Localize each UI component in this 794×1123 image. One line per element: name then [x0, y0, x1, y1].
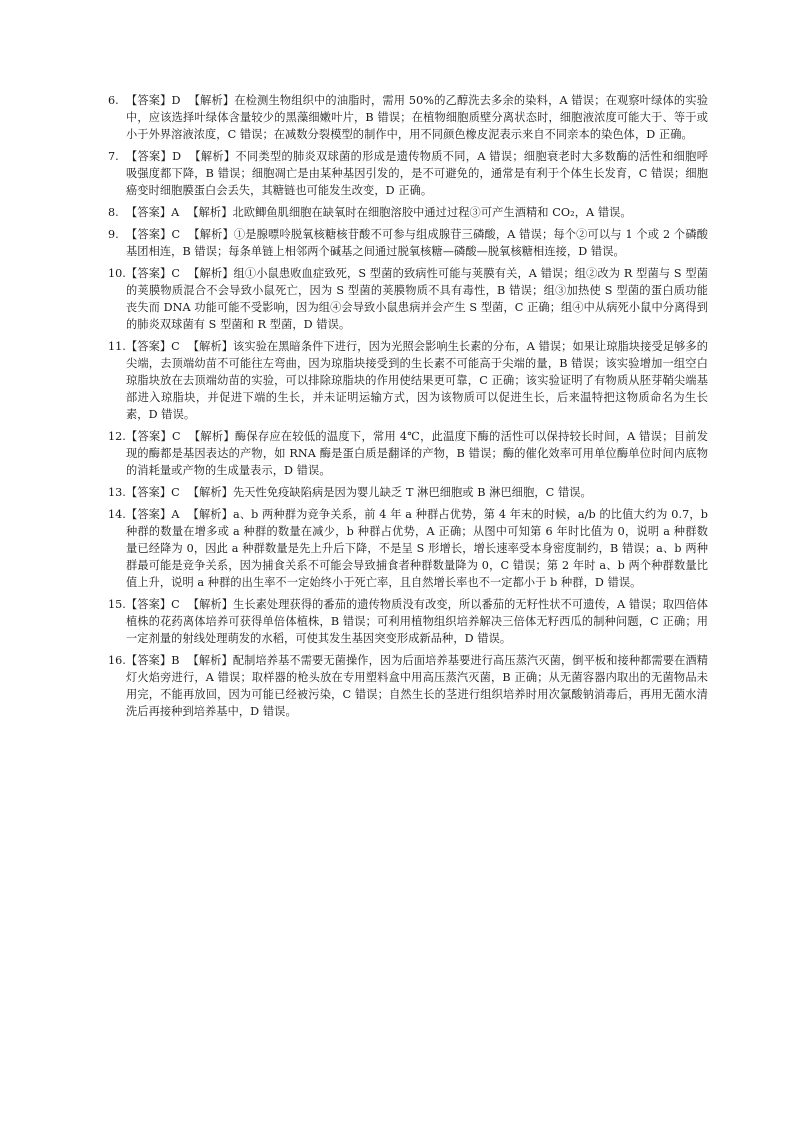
answer-label: 【答案】A: [126, 508, 180, 521]
analysis-text: 组①小鼠患败血症致死，S 型菌的致病性可能与荚膜有关，A 错误；组②改为 R 型菌与 S 型菌的荚膜物质混合不会导致小鼠死亡，因为 S 型菌的荚膜物质不具有毒性，B 错误；组③加热使 S 型菌的蛋白质功能丧失而 DNA 功能可能不受影响，因为组④会导致小鼠患病并会产生 S 型菌，C 正确；组④中从病死小鼠中分离得到的肺炎双球菌有 S 型菌和 R 型菌，D 错误。: [126, 267, 709, 331]
answer-analysis-page: [108, 92, 708, 725]
item-body: [126, 226, 708, 260]
item-body: [126, 506, 708, 591]
item-body: [126, 204, 708, 221]
analysis-label: 【解析】: [188, 430, 235, 443]
item-number: 12.: [108, 430, 126, 443]
answer-label: 【答案】A: [126, 206, 180, 219]
analysis-label: 【解析】: [187, 508, 233, 521]
analysis-label: 【解析】: [187, 486, 233, 499]
analysis-label: 【解析】: [189, 150, 236, 163]
answer-label: 【答案】C: [126, 267, 181, 280]
answer-item-10: [108, 265, 708, 333]
answer-label: 【答案】D: [126, 150, 182, 163]
analysis-text: 该实验在黑暗条件下进行，因为光照会影响生长素的分布，A 错误；如果让琼脂块接受足够多的尖端，去顶端幼苗不可能往左弯曲，因为琼脂块接受到的生长素不可能高于尖端的量，B 错误；该实验增加一组空白琼脂块放在去顶端幼苗的实验，可以排除琼脂块的作用使结果更可靠，C 正确；该实验证明了有物质从胚芽鞘尖端基部进入琼脂块，并促进下端的生长，并未证明运输方式，因为该物质可以促进生长，后来温特把这物质命名为生长素，D 错误。: [126, 340, 708, 421]
item-number: 8.: [108, 206, 119, 219]
analysis-label: 【解析】: [187, 340, 234, 353]
answer-label: 【答案】D: [126, 94, 181, 107]
answer-item-13: [108, 484, 708, 501]
answer-label: 【答案】C: [126, 430, 181, 443]
analysis-label: 【解析】: [187, 206, 233, 219]
item-body: [126, 265, 708, 333]
answer-item-15: [108, 596, 708, 647]
item-number: 11.: [108, 340, 126, 353]
item-number: 9.: [108, 228, 119, 241]
item-number: 6.: [108, 94, 119, 107]
item-number: 15.: [108, 598, 126, 611]
answer-item-8: [108, 204, 708, 221]
item-body: [126, 338, 708, 423]
item-body: [126, 596, 708, 647]
answer-label: 【答案】C: [126, 486, 180, 499]
item-body: [126, 92, 708, 143]
item-number: 7.: [108, 150, 119, 163]
analysis-text: 不同类型的肺炎双球菌的形成是遗传物质不同，A 错误；细胞衰老时大多数酶的活性和细胞呼吸强度都下降，B 错误；细胞凋亡是由某种基因引发的，是不可避免的，通常是有利于个体生长发育，C 错误；细胞癌变时细胞膜蛋白会丢失，其糖链也可能发生改变，D 正确。: [126, 150, 708, 197]
item-body: [126, 148, 708, 199]
analysis-text: 先天性免疫缺陷病是因为婴儿缺乏 T 淋巴细胞或 B 淋巴细胞，C 错误。: [232, 486, 592, 499]
answer-item-16: [108, 652, 708, 720]
item-body: [126, 652, 708, 720]
analysis-label: 【解析】: [187, 654, 233, 667]
answer-item-11: [108, 338, 708, 423]
analysis-text: 生长素处理获得的番茄的遗传物质没有改变，所以番茄的无籽性状不可遗传，A 错误；取四倍体植株的花药离体培养可获得单倍体植株，B 错误；可利用植物组织培养解决三倍体无籽西瓜的制种问题，C 正确；用一定剂量的射线处理萌发的水稻，可使其发生基因突变形成新品种，D 错误。: [126, 598, 708, 645]
item-number: 14.: [108, 508, 126, 521]
answer-item-14: [108, 506, 708, 591]
answer-item-6: [108, 92, 708, 143]
answer-item-12: [108, 428, 708, 479]
analysis-text: 酶保存应在较低的温度下，常用 4℃，此温度下酶的活性可以保持较长时间，A 错误；目前发现的酶都是基因表达的产物，如 RNA 酶是蛋白质是翻译的产物，B 错误；酶的催化效率可用单位酶单位时间内底物的消耗量或产物的生成量表示，D 错误。: [126, 430, 708, 477]
item-number: 10.: [108, 267, 126, 280]
analysis-text: ①是腺嘌呤脱氧核糖核苷酸不可参与组成腺苷三磷酸，A 错误；每个②可以与 1 个或 2 个磷酸基团相连，B 错误；每条单链上相邻两个碱基之间通过脱氧核糖—磷酸—脱氧核糖相连接，D 错误。: [126, 228, 708, 258]
analysis-label: 【解析】: [187, 598, 234, 611]
item-body: [126, 428, 708, 479]
analysis-text: 配制培养基不需要无菌操作，因为后面培养基要进行高压蒸汽灭菌，倒平板和接种都需要在酒精灯火焰旁进行，A 错误；取样器的枪头放在专用塑料盒中用高压蒸汽灭菌，B 正确；从无菌容器内取出的无菌物品未用完，不能再放回，因为可能已经被污染，C 错误；自然生长的茎进行组织培养时用次氯酸钠消毒后，再用无菌水清洗后再接种到培养基中，D 错误。: [126, 654, 708, 718]
answer-label: 【答案】B: [126, 654, 180, 667]
analysis-text: 在检测生物组织中的油脂时，需用 50%的乙醇洗去多余的染料，A 错误；在观察叶绿体的实验中，应该选择叶绿体含量较少的黑藻细嫩叶片，B 错误；在植物细胞质壁分离状态时，细胞液浓度可能大于、等于或小于外界溶液浓度，C 错误；在减数分裂模型的制作中，用不同颜色橡皮泥表示来自不同亲本的染色体，D 正确。: [126, 94, 708, 141]
answer-label: 【答案】C: [126, 598, 180, 611]
answer-label: 【答案】C: [126, 228, 181, 241]
item-body: [126, 484, 708, 501]
answer-item-7: [108, 148, 708, 199]
analysis-text: 北欧鲫鱼肌细胞在缺氧时在细胞溶胶中通过过程③可产生酒精和 CO₂，A 错误。: [232, 206, 632, 219]
answer-label: 【答案】C: [126, 340, 180, 353]
item-number: 16.: [108, 654, 126, 667]
analysis-text: a、b 两种群为竞争关系，前 4 年 a 种群占优势，第 4 年末的时候，a/b 的比值大约为 0.7，b 种群的数量在增多或 a 种群的数量在减少，b 种群占优势，A 正确；从图中可知第 6 年时比值为 0，说明 a 种群数量已经降为 0，因此 a 种群数量是先上升后下降，不是呈 S 形增长，增长速率受本身密度制约，B 错误；a、b 两种群最可能是竞争关系，因为捕食关系不可能会导致捕食者种群数量降为 0，C 错误；第 2 年时 a、b 两个种群数量比值上升，说明 a 种群的出生率不一定始终小于死亡率，且自然增长率也不一定都小于 b 种群，D 错误。: [126, 508, 708, 589]
analysis-label: 【解析】: [188, 94, 235, 107]
analysis-label: 【解析】: [188, 228, 234, 241]
answer-item-9: [108, 226, 708, 260]
item-number: 13.: [108, 486, 126, 499]
analysis-label: 【解析】: [188, 267, 234, 280]
